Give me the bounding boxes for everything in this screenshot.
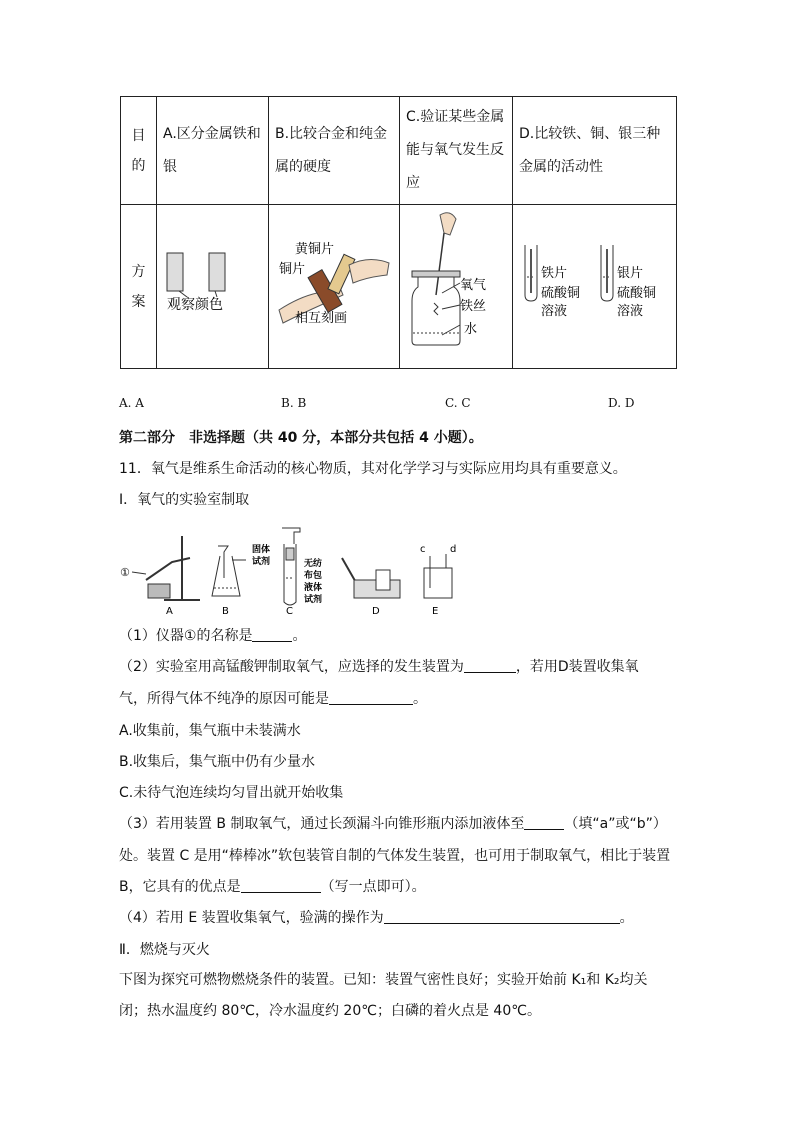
q2-opt-a: A.收集前，集气瓶中未装满水 <box>119 723 301 739</box>
label-cloth-2: 布包 <box>304 571 323 581</box>
label-silver: 银片 <box>617 266 644 281</box>
q2-blank1[interactable] <box>464 658 516 673</box>
hand-icon <box>440 213 456 235</box>
scheme-c-cell <box>400 205 513 369</box>
option-b[interactable]: B. B <box>281 396 307 410</box>
tongs <box>436 233 444 295</box>
label-C: C <box>286 606 293 617</box>
label-c: c <box>420 544 426 555</box>
iron-wire <box>434 303 438 315</box>
purpose-d: D.比较铁、铜、银三种金属的活动性 <box>513 97 677 205</box>
q1-line: （1）仪器①的名称是 。 <box>119 628 307 644</box>
scheme-b-cell <box>269 205 400 369</box>
funnel-b <box>218 546 228 578</box>
hand-right-icon <box>349 259 389 283</box>
section1-title: Ⅰ．氧气的实验室制取 <box>119 492 250 508</box>
label-A: A <box>166 606 173 617</box>
label-solid-1: 固体 <box>252 545 271 555</box>
scheme-d-figure <box>513 205 677 355</box>
label-liquid-2: 试剂 <box>304 595 323 605</box>
row-header-purpose: 目的 <box>121 97 157 205</box>
label-iron-wire: 铁丝 <box>460 299 487 314</box>
q3-blank1[interactable] <box>524 815 564 830</box>
option-d[interactable]: D. D <box>608 396 635 410</box>
q11-intro: 11．氧气是维系生命活动的核心物质，其对化学学习与实际应用均具有重要意义。 <box>119 461 627 477</box>
scheme-a-cell <box>157 205 269 369</box>
part2-title: 第二部分 非选择题（共 40 分，本部分共包括 4 小题）。 <box>119 430 483 446</box>
q3-line2: 处。装置 C 是用“棒棒冰”软包装管自制的气体发生装置，也可用于制取氧气，相比于装置 <box>119 848 671 864</box>
purpose-c: C.验证某些金属能与氧气发生反应 <box>400 97 513 205</box>
q4-line: （4）若用 E 装置收集氧气，验满的操作为 。 <box>119 910 634 926</box>
section2-title: Ⅱ．燃烧与灭火 <box>119 942 210 958</box>
label-B: B <box>222 606 229 617</box>
label-solution-2: 溶液 <box>617 304 644 319</box>
q2-opt-c: C.未待气泡连续均匀冒出就开始收集 <box>119 785 344 801</box>
label-E: E <box>432 606 439 617</box>
q2-blank2[interactable] <box>329 690 413 705</box>
label-solution-1: 溶液 <box>541 304 568 319</box>
label-cuso4-2: 硫酸铜 <box>617 286 657 301</box>
q2-line1: （2）实验室用高锰酸钾制取氧气，应选择的发生装置为 ，若用D装置收集氧 <box>119 659 639 675</box>
label-d: d <box>450 544 457 555</box>
iron-strip <box>167 253 183 291</box>
label-iron: 铁片 <box>541 266 568 281</box>
silver-strip <box>209 253 225 291</box>
label-copper: 铜片 <box>279 262 306 277</box>
q3-line1: （3）若用装置 B 制取氧气，通过长颈漏斗向锥形瓶内添加液体至 （填“a”或“b”） <box>119 816 667 832</box>
label-brass: 黄铜片 <box>295 242 335 257</box>
alcohol-lamp <box>148 584 170 598</box>
test-tube-a <box>146 558 190 580</box>
flask-b <box>212 556 240 596</box>
option-a[interactable]: A. A <box>119 396 144 410</box>
row-header-scheme: 方案 <box>121 205 157 369</box>
q1-blank[interactable] <box>252 627 292 642</box>
intro2-line2: 闭；热水温度约 80℃，冷水温度约 20℃；白磷的着火点是 40℃。 <box>119 1003 541 1019</box>
apparatus-figure <box>120 518 480 618</box>
q3-line3: B，它具有的优点是 （写一点即可）。 <box>119 879 426 895</box>
scheme-a-figure <box>157 205 267 355</box>
q2-line2: 气，所得气体不纯净的原因可能是 。 <box>119 691 427 707</box>
purpose-a: A.区分金属铁和银 <box>157 97 269 205</box>
q2-opt-b: B.收集后，集气瓶中仍有少量水 <box>119 754 316 770</box>
question-table <box>120 96 677 369</box>
q4-blank[interactable] <box>384 909 620 924</box>
scheme-d-cell <box>513 205 677 369</box>
label-oxygen: 氧气 <box>460 278 487 293</box>
label-liquid-1: 液体 <box>304 583 323 593</box>
label-solid-2: 试剂 <box>252 557 271 567</box>
label-circle1: ① <box>120 566 130 579</box>
glass-plate <box>412 271 460 277</box>
label-water: 水 <box>464 322 478 337</box>
scheme-b-figure <box>269 205 399 355</box>
gas-jar-d <box>376 570 390 590</box>
scheme-c-figure <box>400 205 512 355</box>
label-D: D <box>372 606 380 617</box>
bottle-e <box>424 568 452 598</box>
label-cloth-1: 无纺 <box>304 559 323 569</box>
purpose-b: B.比较合金和纯金属的硬度 <box>269 97 400 205</box>
label-cuso4-1: 硫酸铜 <box>541 286 581 301</box>
intro2-line1: 下图为探究可燃物燃烧条件的装置。已知：装置气密性良好；实验开始前 K₁和 K₂均关 <box>119 972 648 988</box>
q3-blank2[interactable] <box>241 878 321 893</box>
label-scribe: 相互刻画 <box>295 311 348 326</box>
scheme-a-label: 观察颜色 <box>167 297 223 313</box>
option-c[interactable]: C. C <box>445 396 471 410</box>
